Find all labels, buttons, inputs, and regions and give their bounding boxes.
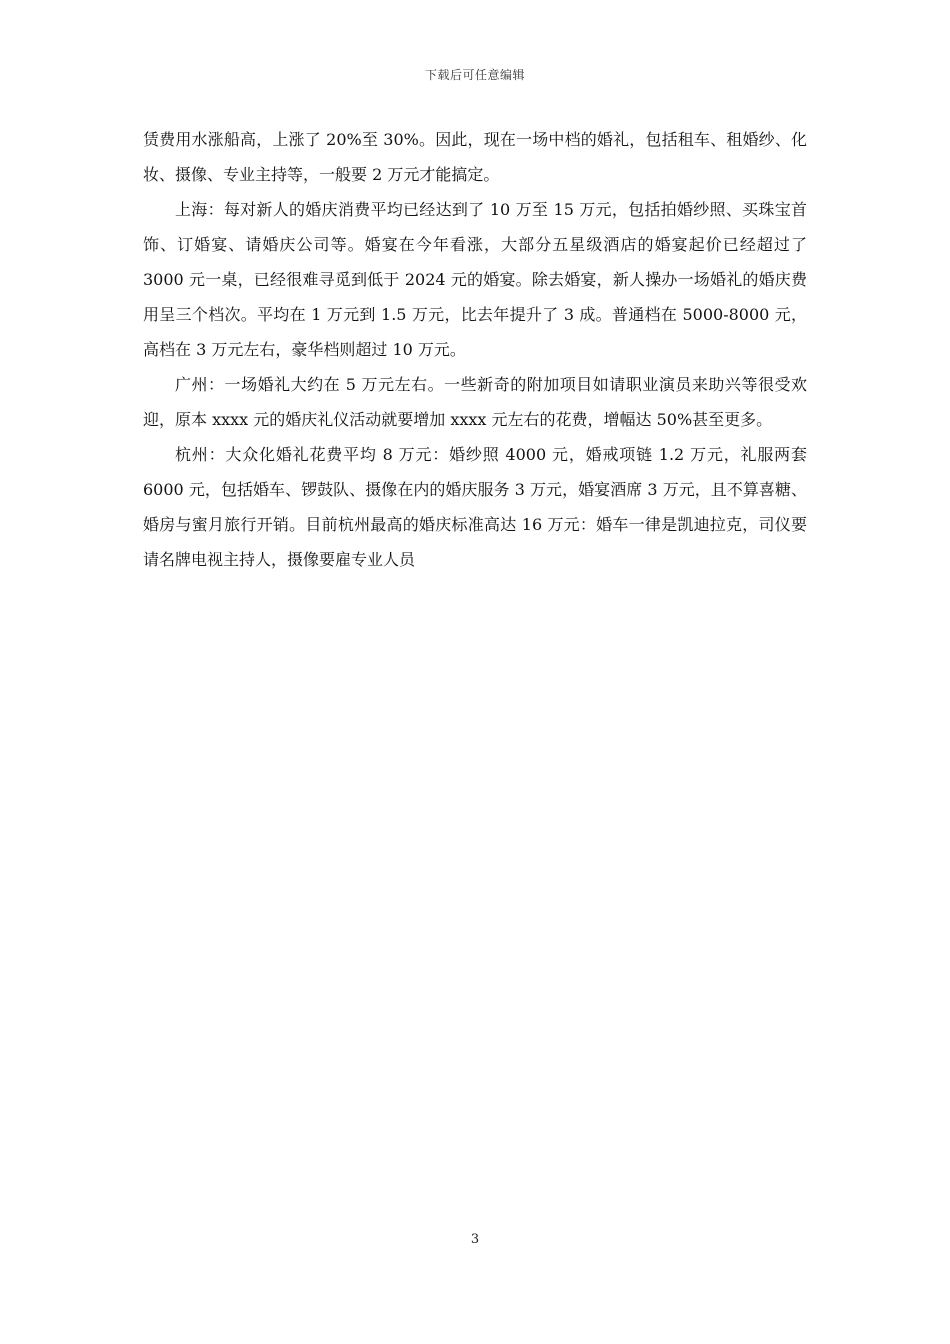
paragraph-shanghai: 上海：每对新人的婚庆消费平均已经达到了 10 万至 15 万元，包括拍婚纱照、买珠宝首饰、订婚宴、请婚庆公司等。婚宴在今年看涨，大部分五星级酒店的婚宴起价已经超过了 3000 元一桌，已经很难寻觅到低于 2024 元的婚宴。除去婚宴，新人操办一场婚礼的婚庆费用呈三个档次。平均在 1 万元到 1.5 万元，比去年提升了 3 成。普通档在 5000-8000 元，高档在 3 万元左右，豪华档则超过 10 万元。 <box>143 200 807 359</box>
paragraph-guangzhou: 广州：一场婚礼大约在 5 万元左右。一些新奇的附加项目如请职业演员来助兴等很受欢迎，原本 xxxx 元的婚庆礼仪活动就要增加 xxxx 元左右的花费，增幅达 50%甚至更多。 <box>143 375 807 429</box>
paragraph-continuation: 赁费用水涨船高，上涨了 20%至 30%。因此，现在一场中档的婚礼，包括租车、租婚纱、化妆、摄像、专业主持等，一般要 2 万元才能搞定。 <box>143 130 807 184</box>
document-body <box>143 122 807 577</box>
page-number: 3 <box>470 1232 480 1247</box>
paragraph-hangzhou: 杭州：大众化婚礼花费平均 8 万元：婚纱照 4000 元，婚戒项链 1.2 万元，礼服两套 6000 元，包括婚车、锣鼓队、摄像在内的婚庆服务 3 万元，婚宴酒席 3 万元，且不算喜糖、婚房与蜜月旅行开销。目前杭州最高的婚庆标准高达 16 万元：婚车一律是凯迪拉克，司仪要请名牌电视主持人，摄像要雇专业人员 <box>143 445 807 569</box>
page-header: 下载后可任意编辑 <box>424 68 525 82</box>
